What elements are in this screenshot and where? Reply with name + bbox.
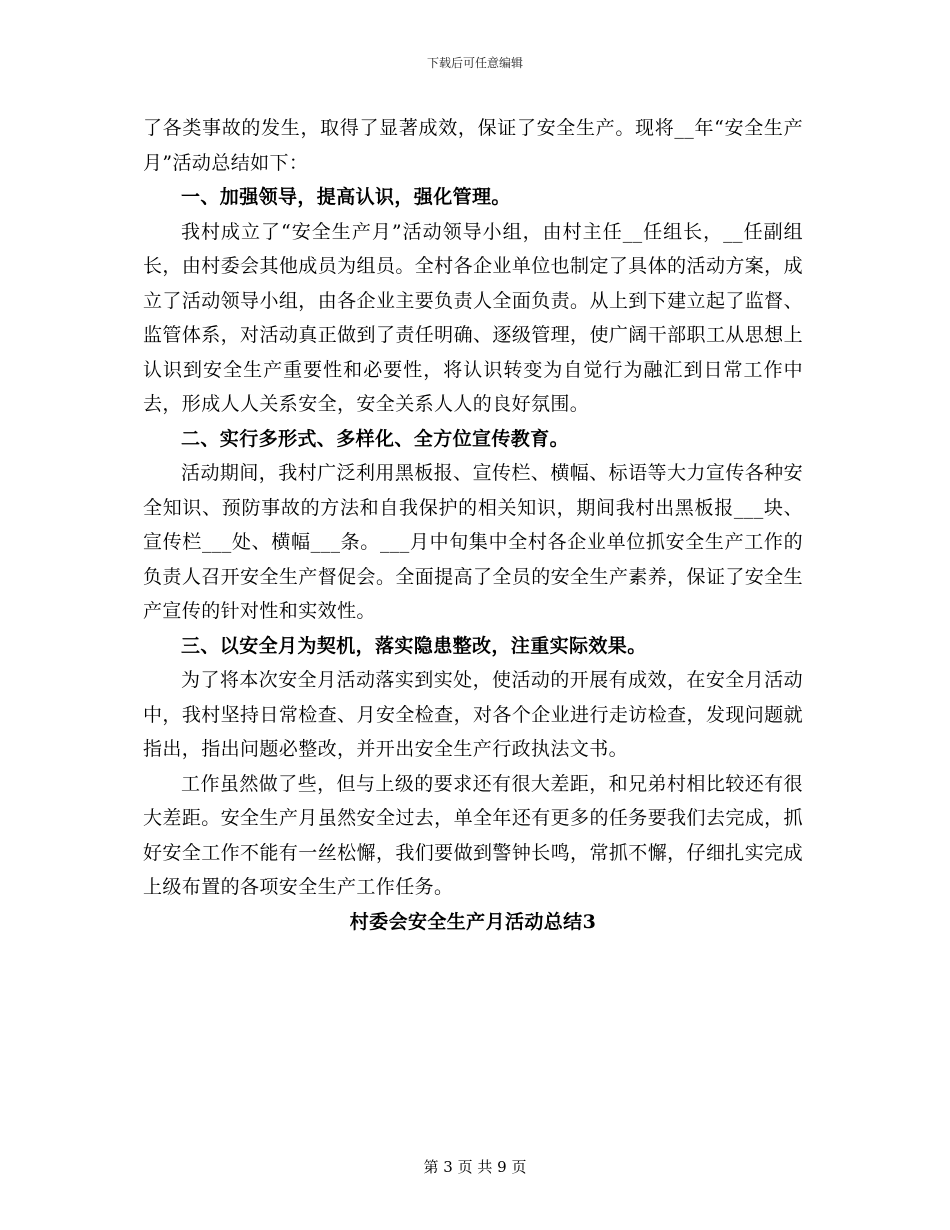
document-body [143,111,803,939]
intro-paragraph: 了各类事故的发生，取得了显著成效，保证了安全生产。现将__年“安全生产月”活动总结如下： [143,117,803,174]
closing-paragraph: 工作虽然做了些，但与上级的要求还有很大差距，和兄弟村相比较还有很大差距。安全生产月虽然安全过去，单全年还有更多的任务要我们去完成，抓好安全工作不能有一丝松懈，我们要做到警钟长鸣，常抓不懈，仔细扎实完成上级布置的各项安全生产工作任务。 [143,772,803,898]
section-2-paragraph: 活动期间，我村广泛利用黑板报、宣传栏、横幅、标语等大力宣传各种安全知识、预防事故的方法和自我保护的相关知识，期间我村出黑板报___块、宣传栏___处、横幅___条。___月中旬集中全村各企业单位抓安全生产工作的负责人召开安全生产督促会。全面提高了全员的安全生产素养，保证了安全生产宣传的针对性和实效性。 [143,462,803,622]
section-3-paragraph: 为了将本次安全月活动落实到实处，使活动的开展有成效，在安全月活动中，我村坚持日常检查、月安全检查，对各个企业进行走访检查，发现问题就指出，指出问题必整改，并开出安全生产行政执法文书。 [143,669,803,760]
next-section-title: 村委会安全生产月活动总结3 [349,910,597,933]
section-1-paragraph: 我村成立了“安全生产月”活动领导小组，由村主任__任组长，__任副组长，由村委会其他成员为组员。全村各企业单位也制定了具体的活动方案，成立了活动领导小组，由各企业主要负责人全面负责。从上到下建立起了监督、监管体系，对活动真正做到了责任明确、逐级管理，使广阔干部职工从思想上认识到安全生产重要性和必要性，将认识转变为自觉行为融汇到日常工作中去，形成人人关系安全，安全关系人人的良好氛围。 [143,220,803,415]
section-2-heading: 二、实行多形式、多样化、全方位宣传教育。 [181,427,570,450]
section-1-heading: 一、加强领导，提高认识，强化管理。 [181,186,511,208]
page-number: 第 3 页 共 9 页 [423,1158,527,1176]
header-note: 下载后可任意编辑 [426,56,523,70]
section-3-heading: 三、以安全月为契机，落实隐患整改，注重实际效果。 [181,634,647,657]
